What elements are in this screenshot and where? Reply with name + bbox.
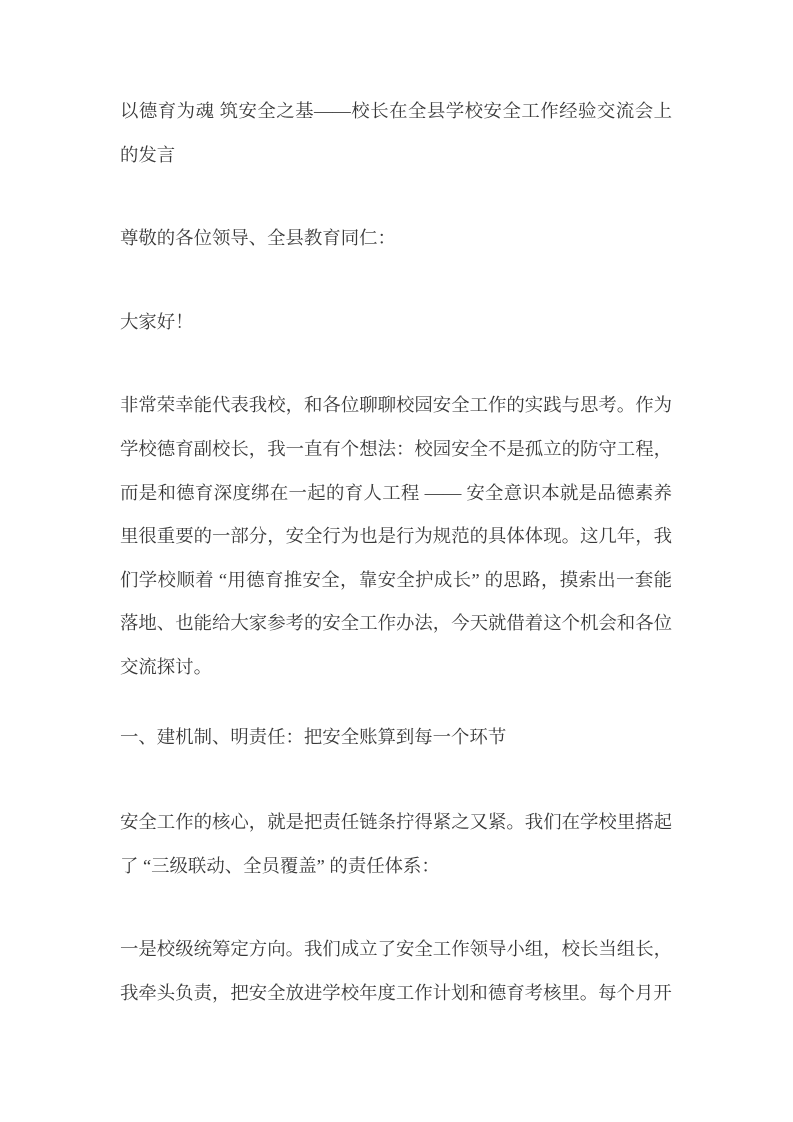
salutation-line: 尊敬的各位领导、全县教育同仁： — [120, 228, 396, 249]
section-1-paragraph-2: 一是校级统筹定方向。我们成立了安全工作领导小组，校长当组长，我牵头负责，把安全放进学校年度工作计划和德育考核里。每个月开 — [120, 939, 672, 1003]
greeting-line: 大家好！ — [120, 311, 194, 332]
intro-paragraph: 非常荣幸能代表我校，和各位聊聊校园安全工作的实践与思考。作为学校德育副校长，我一直有个想法：校园安全不是孤立的防守工程，而是和德育深度绑在一起的育人工程 —— 安全意识本就是品德素养里很重要的一部分，安全行为也是行为规范的具体体现。这几年，我们学校顺着 “用德育推安全，靠安全护成长” 的思路，摸索出一套能落地、也能给大家参考的安全工作办法，今天就借着这个机会和各位交流探讨。 — [120, 395, 672, 677]
section-1-paragraph-1: 安全工作的核心，就是把责任链条拧得紧之又紧。我们在学校里搭起了 “三级联动、全员覆盖” 的责任体系： — [120, 812, 672, 876]
section-1-heading: 一、建机制、明责任：把安全账算到每一个环节 — [120, 726, 507, 747]
document-title: 以德育为魂 筑安全之基——校长在全县学校安全工作经验交流会上的发言 — [120, 101, 672, 165]
